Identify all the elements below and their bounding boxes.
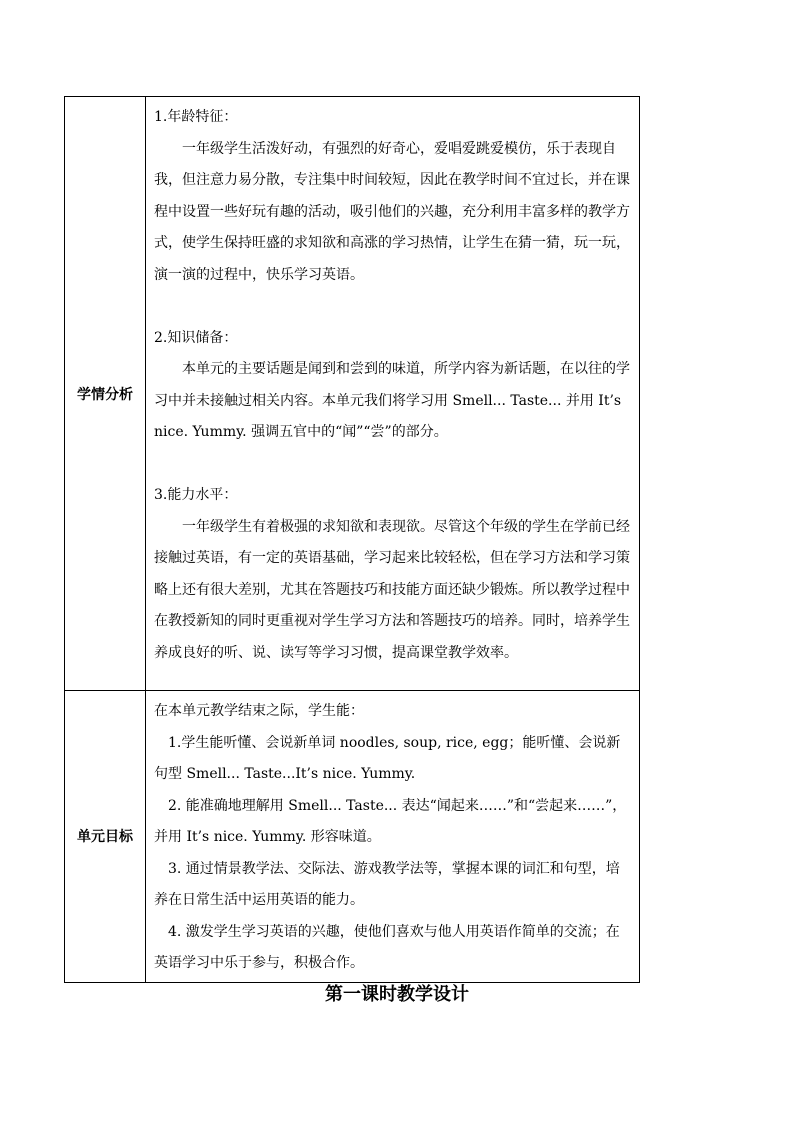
goal-item: 2. 能准确地理解用 Smell... Taste... 表达“闻起来……”和“尝起来……”，并用 It’s nice. Yummy. 形容味道。 [154,797,627,845]
age-heading: 1.年龄特征： [154,109,238,125]
goal-item: 3. 通过情景教学法、交际法、游戏教学法等，掌握本课的词汇和句型，培养在日常生活中运用英语的能力。 [154,860,620,908]
goal-item: 1.学生能听懂、会说新单词 noodles, soup, rice, egg；能听懂、会说新句型 Smell... Taste...It’s nice. Yummy. [154,734,621,782]
ability-text: 一年级学生有着极强的求知欲和表现欲。尽管这个年级的学生在学前已经接触过英语，有一定的英语基础，学习起来比较轻松，但在学习方法和学习策略上还有很大差别，尤其在答题技巧和技能方面还缺少锻炼。所以教学过程中在教授新知的同时更重视对学生学习方法和答题技巧的培养。同时，培养学生养成良好的听、说、读写等学习习惯，提高课堂教学效率。 [154,518,630,661]
age-text: 一年级学生活泼好动，有强烈的好奇心，爱唱爱跳爱模仿，乐于表现自我，但注意力易分散，专注集中时间较短，因此在教学时间不宜过长，并在课程中设置一些好玩有趣的活动，吸引他们的兴趣，充分利用丰富多样的教学方式，使学生保持旺盛的求知欲和高涨的学习热情，让学生在猜一猜，玩一玩，演一演的过程中，快乐学习英语。 [154,140,630,283]
knowledge-heading: 2.知识储备： [154,329,238,346]
goals-label-cell [65,691,146,983]
goals-label: 单元目标 [77,829,133,846]
goals-content-cell [146,691,640,983]
analysis-row [65,97,640,691]
analysis-content-cell [146,97,640,691]
lesson-plan-table [64,96,640,983]
goals-row [65,691,640,983]
knowledge-text: 本单元的主要话题是闻到和尝到的味道，所学内容为新话题，在以往的学习中并未接触过相关内容。本单元我们将学习用 Smell... Taste... 并用 It’s nice. Yummy. 强调五官中的“闻”“尝”的部分。 [154,361,630,440]
analysis-label: 学情分析 [77,386,133,403]
goal-item: 4. 激发学生学习英语的兴趣，使他们喜欢与他人用英语作简单的交流；在英语学习中乐于参与，积极合作。 [154,923,620,971]
analysis-label-cell [65,97,146,691]
goals-intro: 在本单元教学结束之际，学生能： [154,703,364,719]
ability-heading: 3.能力水平： [154,487,238,503]
lesson-title: 第一课时教学设计 [325,984,469,1005]
